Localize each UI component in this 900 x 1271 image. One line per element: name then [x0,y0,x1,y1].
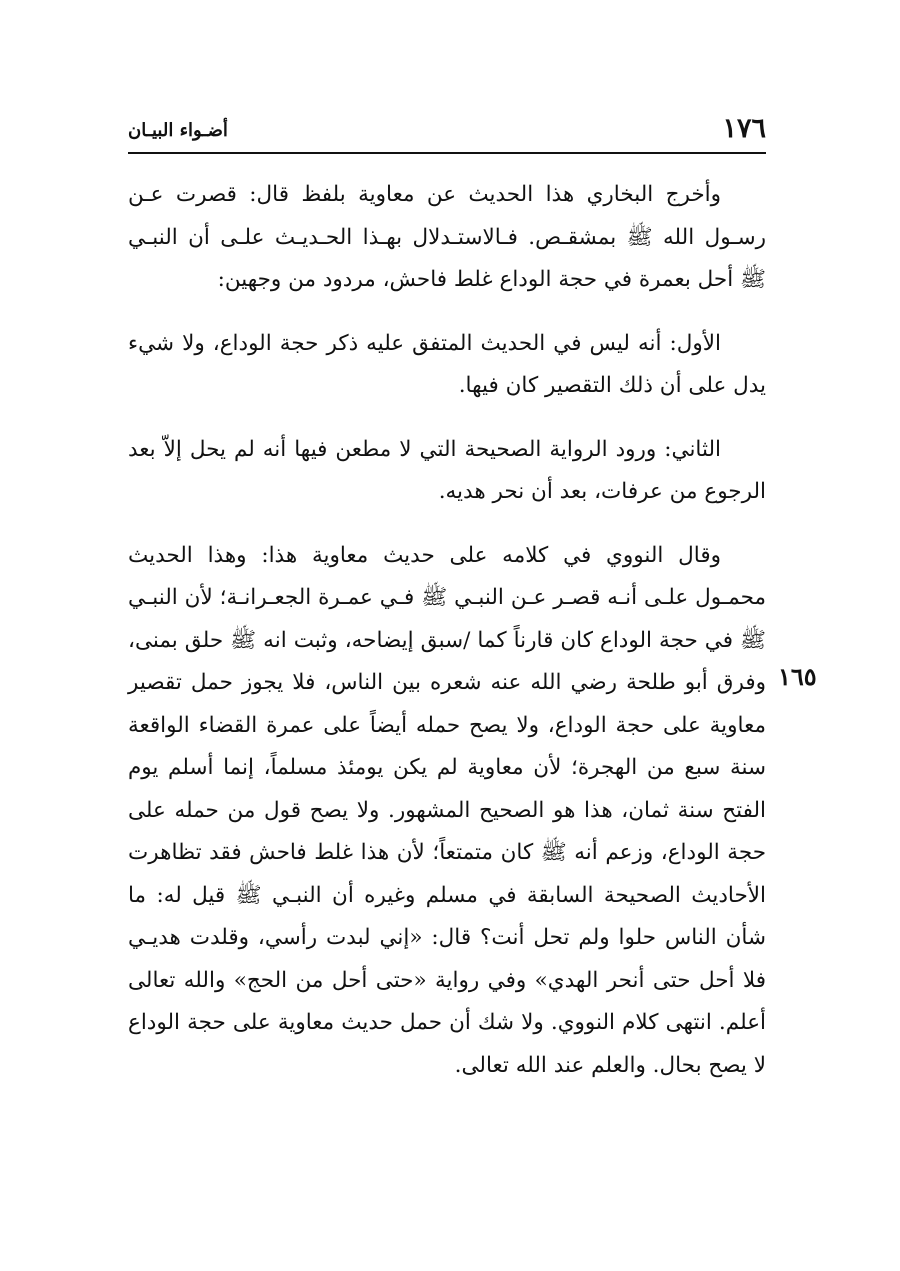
page-number: ١٧٦ [722,113,766,144]
paragraph-bukhari-hadith: وأخرج البخاري هذا الحديث عن معاوية بلفظ قال: قصرت عـن رسـول الله ﷺ بمشقـص. فـالاستـدلال بهـذا الحـديـث علـى أن النبـي ﷺ أحل بعمرة في حجة الوداع غلط فاحش، مردود من وجهين: [128,182,766,292]
page-header [128,112,766,152]
paragraph-second-reason: الثاني: ورود الرواية الصحيحة التي لا مطعن فيها أنه لم يحل إلاّ بعد الرجوع من عرفات، بعد أن نحر هديه. [128,436,766,504]
margin-page-reference: ١٦٥ [778,662,817,691]
running-title: أضـواء البيـان [128,120,228,141]
header-rule [128,152,766,154]
paragraph-nawawi-quote: وقال النووي في كلامه على حديث معاوية هذا: وهذا الحديث محمـول علـى أنـه قصـر عـن النبـي ﷺ فـي عمـرة الجعـرانـة؛ لأن النبـي ﷺ في حجة الوداع كان قارناً كما /سبق إيضاحه، وثبت انه ﷺ حلق بمنى، وفرق أبو طلحة رضي الله عنه شعره بين الناس، فلا يجوز حمل تقصير معاوية على حجة الوداع، ولا يصح حمله أيضاً على عمرة القضاء الواقعة سنة سبع من الهجرة؛ لأن معاوية لم يكن يومئذ مسلماً، إنما أسلم يوم الفتح سنة ثمان، هذا هو الصحيح المشهور. ولا يصح قول من حمله على حجة الوداع، وزعم أنه ﷺ كان متمتعاً؛ لأن هذا غلط فاحش فقد تظاهرت الأحاديث الصحيحة السابقة في مسلم وغيره أن النبـي ﷺ قيل له: ما شأن الناس حلوا ولم تحل أنت؟ قال: «إني لبدت رأسي، وقلدت هديـي فلا أحل حتى أنحر الهدي» وفي رواية «حتى أحل من الحج» والله تعالى أعلم. انتهى كلام النووي. ولا شك أن حمل حديث معاوية على حجة الوداع لا يصح بحال. والعلم عند الله تعالى. [128,542,766,1078]
body-text [128,174,766,1087]
paragraph-first-reason: الأول: أنه ليس في الحديث المتفق عليه ذكر حجة الوداع، ولا شيء يدل على أن ذلك التقصير كان فيها. [128,330,766,398]
